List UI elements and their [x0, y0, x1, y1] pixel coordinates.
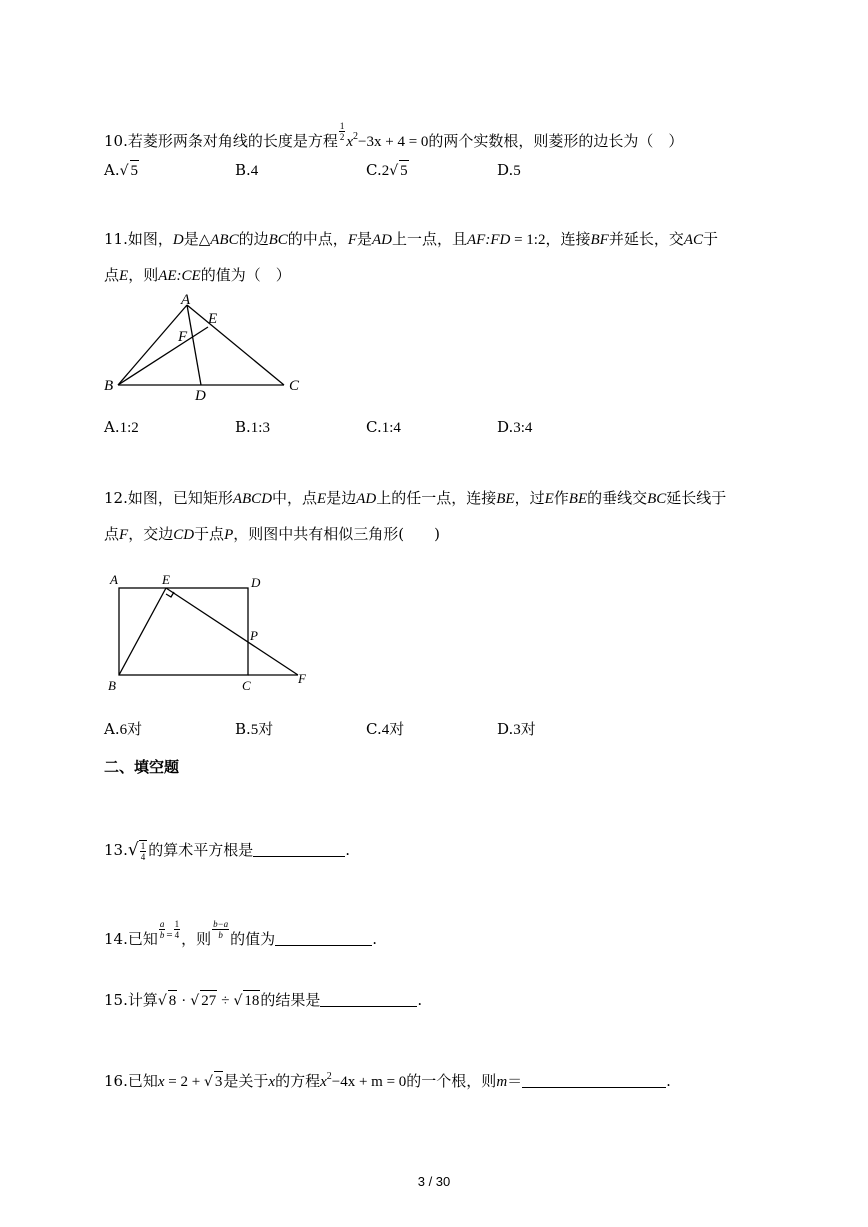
q11-label-f: F: [178, 329, 188, 345]
q10-option-b-value: 4: [250, 163, 259, 179]
question-13: 13.√ $\frac{1}{4}$ 的算术平方根是 .: [104, 840, 350, 862]
question-10: [104, 121, 683, 152]
q11-label-c: C: [289, 378, 300, 394]
q15-answer-blank[interactable]: [320, 992, 417, 1007]
q10-equation-rest: −3x + 4 = 0: [358, 134, 429, 150]
q10-option-a: A.√ 5: [104, 161, 139, 179]
q10-option-a-radicand: 5: [130, 160, 140, 181]
q12-rectangle-figure: [100, 566, 325, 696]
question-11-line-1: 11.如图，D是△ABC的边BC的中点，F是AD上一点，且AF:FD = 1:2，连接BF并延长，交AC于: [104, 230, 719, 248]
question-15: 15.计算√ 8 · √ 27 ÷ √ 18的结果是 .: [104, 991, 423, 1009]
q11-option-b: B.1:3: [235, 418, 270, 436]
q10-option-d: D.5: [497, 161, 521, 179]
q11-label-a: A: [181, 292, 191, 308]
q11-option-d: D.3:4: [497, 418, 533, 436]
question-16: 16.已知x = 2 + √ 3是关于x的方程$x^2-4x + m = 0$的一个根，则m＝ .: [104, 1071, 671, 1090]
q11-line-ab: [118, 305, 187, 385]
q11-label-b: B: [104, 378, 114, 394]
question-11-line-2: 点E，则AE:CE的值为（ ）: [104, 266, 291, 284]
q10-option-c-coef: 2: [381, 163, 390, 179]
q11-line-ad: [187, 305, 201, 385]
q10-frac-num: 1: [339, 121, 345, 131]
q11-triangle-figure: [100, 292, 310, 402]
q10-fraction: [339, 121, 346, 142]
q12-line-ef: [166, 588, 298, 675]
q12-label-e: E: [162, 572, 170, 587]
q12-label-c: C: [242, 678, 251, 693]
q10-option-d-value: 5: [513, 163, 521, 179]
q12-option-b: B.5对: [235, 720, 274, 738]
q12-line-be: [119, 588, 166, 675]
q11-label-d: D: [195, 388, 206, 402]
q10-option-c-radicand: 5: [399, 160, 409, 181]
q12-option-a: A.6对: [104, 720, 143, 738]
q10-frac-den: 2: [339, 132, 345, 142]
q10-option-b: B.4: [235, 161, 259, 179]
q11-label-e: E: [208, 311, 218, 327]
question-12-line-1: 12.如图，已知矩形ABCD中，点E是边AD上的任一点，连接BE，过E作BE的垂线交BC延长线于: [104, 489, 727, 507]
q12-label-d: D: [251, 575, 261, 590]
q10-prefix: 10.若菱形两条对角线的长度是方程: [104, 132, 338, 150]
question-12-line-2: 点F，交边CD于点P，则图中共有相似三角形( ): [104, 525, 440, 543]
q10-option-c: C.2√ 5: [366, 161, 408, 179]
q12-label-b: B: [108, 678, 116, 693]
q12-label-f: F: [298, 671, 306, 686]
q10-exp: 2: [353, 131, 359, 142]
q10-suffix: 的两个实数根，则菱形的边长为（ ）: [428, 132, 684, 150]
q11-option-a: A.1:2: [104, 418, 139, 436]
q14-answer-blank[interactable]: [275, 931, 372, 946]
q16-answer-blank[interactable]: [522, 1073, 666, 1088]
q11-line-ac: [187, 305, 284, 385]
question-14: 14.已知 $\frac{a}{b}$ = $\frac{1}{4}$ ，则 $\frac{b-a}{b}$ 的值为 .: [104, 919, 377, 948]
q12-right-angle-mark: [166, 592, 174, 597]
q12-option-c: C.4对: [366, 720, 405, 738]
q10-var: x: [346, 134, 354, 150]
q11-line-be: [118, 327, 208, 385]
section-heading-fill-in: 二、填空题: [104, 758, 180, 776]
q11-option-c: C.1:4: [366, 418, 401, 436]
q12-rectangle-abcd: [119, 588, 248, 675]
q13-fraction: $\frac{1}{4}$: [140, 841, 146, 862]
q12-option-d: D.3对: [497, 720, 536, 738]
q12-label-a: A: [110, 572, 118, 587]
q12-label-p: P: [250, 628, 258, 643]
q13-answer-blank[interactable]: [253, 842, 345, 857]
page-number-footer: 3 / 30: [417, 1174, 451, 1189]
